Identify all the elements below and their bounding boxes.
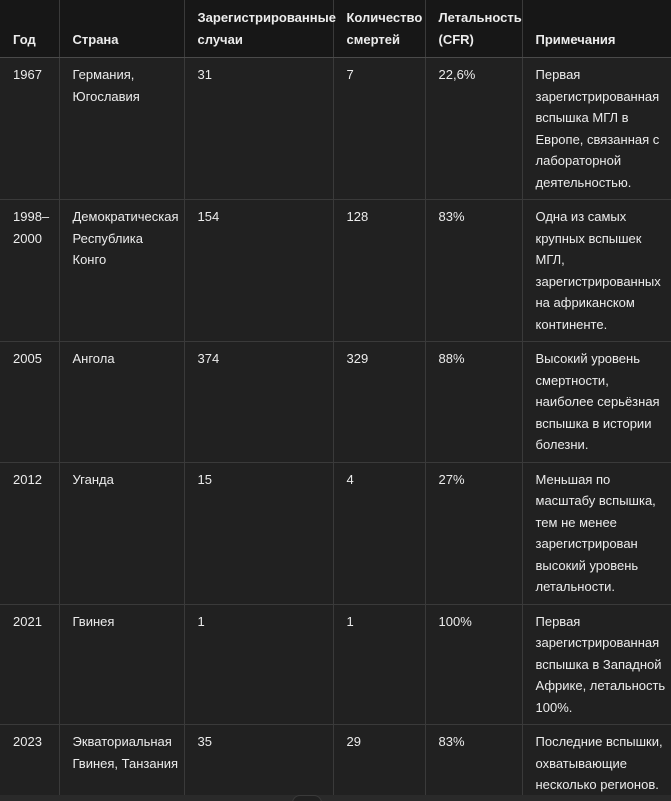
cell-deaths: 7 <box>333 58 425 200</box>
cell-country: Ангола <box>59 342 184 463</box>
cell-cfr: 27% <box>425 462 522 604</box>
header-country: Страна <box>59 0 184 58</box>
cell-country: Экваториальная Гвинея, Танзания <box>59 725 184 801</box>
cell-year: 2023 <box>0 725 59 801</box>
header-notes: Примечания <box>522 0 671 58</box>
cell-cases: 154 <box>184 200 333 342</box>
cell-notes: Меньшая по масштабу вспышка, тем не менее зарегистрирован высокий уровень летальности. <box>522 462 671 604</box>
table-row <box>0 725 671 801</box>
cell-cfr: 83% <box>425 200 522 342</box>
cell-notes: Первая зарегистрированная вспышка в Западной Африке, летальность 100%. <box>522 604 671 725</box>
cell-cases: 1 <box>184 604 333 725</box>
cell-year: 1998–2000 <box>0 200 59 342</box>
cell-cases: 374 <box>184 342 333 463</box>
cell-cfr: 83% <box>425 725 522 801</box>
table-row <box>0 604 671 725</box>
cell-country: Демократическая Республика Конго <box>59 200 184 342</box>
header-cases: Зарегистрированные случаи <box>184 0 333 58</box>
cell-deaths: 1 <box>333 604 425 725</box>
cell-cases: 31 <box>184 58 333 200</box>
cell-cases: 35 <box>184 725 333 801</box>
cell-year: 2021 <box>0 604 59 725</box>
cell-cfr: 88% <box>425 342 522 463</box>
header-deaths: Количество смертей <box>333 0 425 58</box>
table-row <box>0 58 671 200</box>
cell-year: 1967 <box>0 58 59 200</box>
header-year: Год <box>0 0 59 58</box>
horizontal-scrollbar[interactable] <box>0 795 671 801</box>
cell-cfr: 100% <box>425 604 522 725</box>
cell-deaths: 128 <box>333 200 425 342</box>
cell-cases: 15 <box>184 462 333 604</box>
cell-deaths: 329 <box>333 342 425 463</box>
cell-year: 2012 <box>0 462 59 604</box>
cell-year: 2005 <box>0 342 59 463</box>
cell-deaths: 4 <box>333 462 425 604</box>
cell-notes: Одна из самых крупных вспышек МГЛ, зарегистрированных на африканском континенте. <box>522 200 671 342</box>
cell-cfr: 22,6% <box>425 58 522 200</box>
cell-notes: Высокий уровень смертности, наиболее серьёзная вспышка в истории болезни. <box>522 342 671 463</box>
cell-deaths: 29 <box>333 725 425 801</box>
header-cfr: Летальность (CFR) <box>425 0 522 58</box>
table-header-row <box>0 0 671 58</box>
cell-notes: Первая зарегистрированная вспышка МГЛ в Европе, связанная с лабораторной деятельностью. <box>522 58 671 200</box>
cell-country: Гвинея <box>59 604 184 725</box>
cell-country: Германия, Югославия <box>59 58 184 200</box>
table-row <box>0 342 671 463</box>
cell-notes: Последние вспышки, охватывающие несколько регионов. <box>535 734 663 792</box>
scroll-down-button[interactable] <box>292 795 322 801</box>
cell-country: Уганда <box>59 462 184 604</box>
table-row <box>0 200 671 342</box>
table-row <box>0 462 671 604</box>
